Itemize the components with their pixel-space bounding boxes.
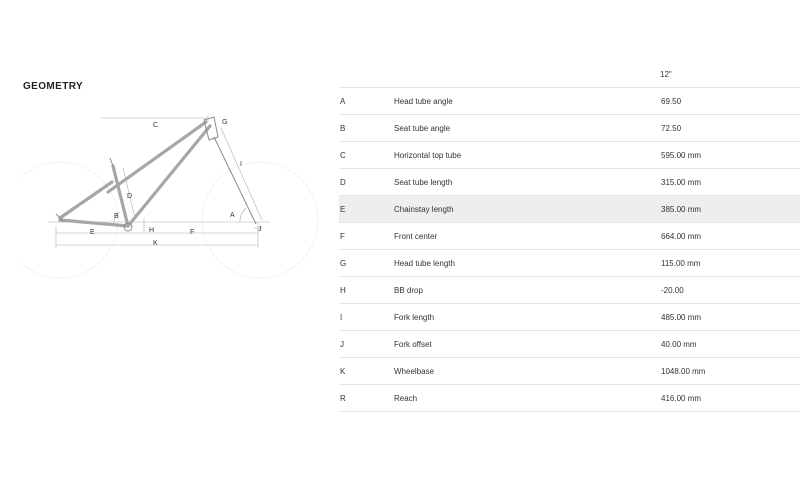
row-name: Fork offset	[394, 340, 432, 349]
row-code: C	[340, 151, 346, 160]
row-name: Front center	[394, 232, 438, 241]
fork	[214, 137, 256, 224]
row-name: BB drop	[394, 286, 423, 295]
row-name: Chainstay length	[394, 205, 454, 214]
dim-i	[221, 128, 262, 220]
row-value: 664.00 mm	[661, 232, 702, 241]
row-code: R	[340, 394, 346, 403]
row-value: 72.50	[661, 124, 682, 133]
bike-geometry-diagram	[20, 100, 320, 290]
label-i: I	[240, 161, 242, 168]
top-tube	[108, 122, 206, 192]
row-code: I	[340, 313, 343, 322]
label-j: J	[258, 226, 262, 233]
row-value: 485.00 mm	[661, 313, 702, 322]
seatstay	[60, 182, 112, 218]
row-code: K	[340, 367, 346, 376]
label-c: C	[153, 122, 159, 129]
row-value: 1048.00 mm	[661, 367, 706, 376]
table-row	[339, 115, 800, 142]
row-name: Reach	[394, 394, 418, 403]
row-value: 315.00 mm	[661, 178, 702, 187]
row-code: H	[340, 286, 346, 295]
row-name: Head tube angle	[394, 97, 453, 106]
row-code: B	[340, 124, 346, 133]
row-value: 40.00 mm	[661, 340, 697, 349]
row-code: D	[340, 178, 346, 187]
row-value: -20.00	[661, 286, 684, 295]
table-row	[339, 331, 800, 358]
label-h: H	[149, 227, 155, 234]
seat-post	[110, 158, 113, 166]
down-tube	[128, 126, 210, 226]
table-header	[339, 60, 800, 88]
label-e: E	[90, 229, 95, 236]
row-value: 595.00 mm	[661, 151, 702, 160]
row-code: F	[340, 232, 345, 241]
row-name: Wheelbase	[394, 367, 435, 376]
table-row	[339, 304, 800, 331]
label-d: D	[127, 193, 133, 200]
frame	[60, 122, 210, 226]
size-column-header: 12"	[660, 70, 672, 79]
table-row	[339, 196, 800, 223]
label-a: A	[230, 212, 235, 219]
row-value: 385.00 mm	[661, 205, 702, 214]
row-name: Seat tube angle	[394, 124, 451, 133]
label-g: G	[222, 119, 228, 126]
row-value: 115.00 mm	[661, 259, 701, 268]
dimension-lines	[48, 116, 270, 248]
table-body	[339, 88, 800, 412]
row-name: Seat tube length	[394, 178, 453, 187]
bike-frame-drawing	[20, 100, 320, 290]
row-code: A	[340, 97, 346, 106]
geometry-table	[339, 60, 800, 412]
row-value: 416.00 mm	[661, 394, 702, 403]
table-row	[339, 277, 800, 304]
label-f: F	[190, 229, 195, 236]
row-code: J	[340, 340, 344, 349]
label-b: B	[114, 213, 119, 220]
dim-a-arc	[240, 208, 246, 222]
row-value: 69.50	[661, 97, 682, 106]
table-row	[339, 250, 800, 277]
row-name: Head tube length	[394, 259, 455, 268]
row-name: Horizontal top tube	[394, 151, 462, 160]
front-wheel	[202, 162, 318, 278]
section-title: GEOMETRY	[23, 81, 84, 92]
row-name: Fork length	[394, 313, 435, 322]
table-row	[339, 223, 800, 250]
table-row	[339, 142, 800, 169]
row-code: G	[340, 259, 347, 268]
table-row	[339, 385, 800, 412]
table-row	[339, 169, 800, 196]
label-k: K	[153, 240, 158, 247]
table-row	[339, 358, 800, 385]
table-row	[339, 88, 800, 115]
row-code: E	[340, 205, 346, 214]
